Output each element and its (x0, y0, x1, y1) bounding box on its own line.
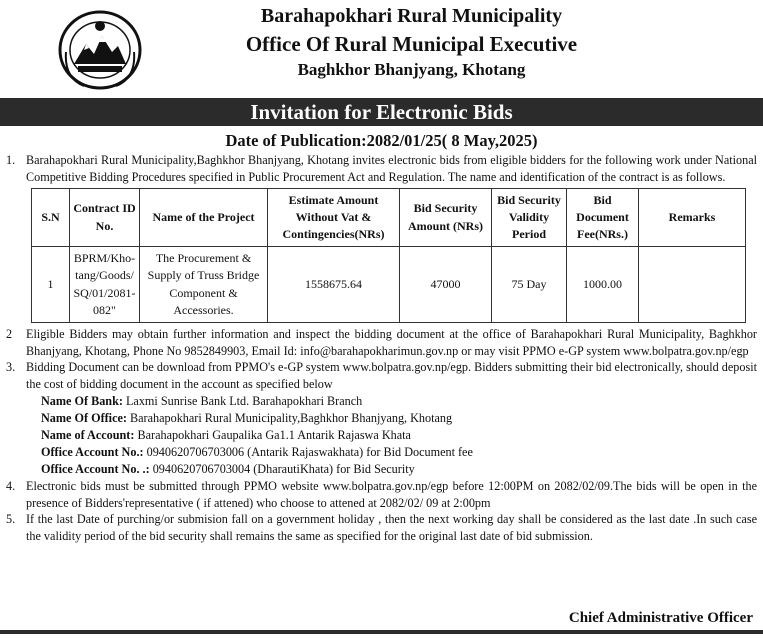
table-header-row (32, 189, 746, 247)
account-number-line-2 (41, 461, 757, 478)
col-header: Contract ID No. (70, 189, 140, 247)
table-cell: 1558675.64 (268, 247, 400, 323)
account-number-label: Office Account No.: (41, 444, 144, 459)
col-header: S.N (32, 189, 70, 247)
col-header: Name of the Project (140, 189, 268, 247)
table-cell (639, 247, 746, 323)
municipality-name: Barahapokhari Rural Municipality (260, 5, 563, 27)
point-number: 1. (6, 153, 16, 167)
table-cell: 47000 (400, 247, 492, 323)
bank-name-line (41, 393, 757, 410)
table-cell: The Procurement & Supply of Truss Bridge Component & Accessories. (140, 247, 268, 323)
col-header: Bid Security Amount (NRs) (400, 189, 492, 247)
point-number: 2 (6, 327, 13, 342)
col-header: Bid Document Fee(NRs.) (567, 189, 639, 247)
point-4 (6, 478, 757, 511)
account-name-line (41, 427, 757, 444)
header-titles (150, 2, 673, 82)
account-number-value: 0940620706703006 (Antarik Rajaswakhata) for Bid Document fee (143, 444, 473, 459)
account-number-value: 0940620706703004 (DharautiKhata) for Bid Security (149, 461, 415, 476)
point-3 (6, 359, 757, 392)
point-number: 4. (6, 478, 16, 493)
col-header: Bid Security Validity Period (492, 189, 567, 247)
bottom-rule (0, 630, 763, 634)
office-name: Office Of Rural Municipal Executive (245, 32, 578, 56)
account-number-line-1 (41, 444, 757, 461)
signatory-title: Chief Administrative Officer (568, 609, 753, 626)
office-name-value: Barahapokhari Rural Municipality,Baghkhor Bhanjyang, Khotang (126, 410, 453, 425)
bank-name-value: Laxmi Sunrise Bank Ltd. Barahapokhari Branch (122, 393, 363, 408)
account-name-label: Name of Account: (41, 427, 135, 442)
col-header: Remarks (639, 189, 746, 247)
municipality-emblem-logo (56, 8, 144, 92)
bank-details (41, 393, 757, 478)
table-row (32, 247, 746, 323)
point-text: Eligible Bidders may obtain further information and inspect the bidding document at the office of Barahapokhari Rural Municipality, Baghkhor Bhanjyang, Khotang, Phone No 9852849903, Email Id: info@barahapokharimun.gov.np or may visit PPMO e-GP system www.bolpatra.gov.np/egp (26, 327, 757, 358)
notice-body (6, 152, 757, 544)
office-name-label: Name Of Office: (41, 410, 127, 425)
contract-table (31, 188, 746, 323)
account-number-label: Office Account No. .: (41, 461, 150, 476)
table-cell: BPRM/Kho-tang/Goods/ SQ/01/2081-082" (70, 247, 140, 323)
point-number: 5. (6, 512, 16, 527)
point-5 (6, 511, 757, 544)
point-1 (6, 152, 757, 185)
point-text: Bidding Document can be download from PPMO's e-GP system www.bolpatra.gov.np/egp. Bidders submitting their bid electronically, should deposit the cost of bidding document in the account as specified below (26, 360, 757, 391)
point-text: Barahapokhari Rural Municipality,Baghkhor Bhanjyang, Khotang invites electronic bids from eligible bidders for the following work under National Competitive Bidding Procedures specified in Public Procurement Act and Regulation. The name and identification of the contract is as follows. (26, 153, 757, 184)
header (0, 0, 763, 92)
bank-name-label: Name Of Bank: (41, 393, 123, 408)
office-address: Baghkhor Bhanjyang, Khotang (297, 60, 526, 79)
point-text: If the last Date of purching/or submision fall on a government holiday , then the next working day shall be considered as the last date .In such case the validity period of the bid security shall remains the same as specified for the original last date of bid submission. (26, 512, 757, 543)
point-text: Electronic bids must be submitted through PPMO website www.bolpatra.gov.np/egp before 12:00PM on 2082/02/09.The bids will be open in the presence of Bidders'representative ( if attened) who choose to attened at 2082/02/ 09 at 2:00pm (26, 478, 757, 510)
publication-date: Date of Publication:2082/01/25( 8 May,2025) (225, 131, 538, 150)
notice-title-banner: Invitation for Electronic Bids (0, 98, 763, 126)
col-header: Estimate Amount Without Vat & Contingencies(NRs) (268, 189, 400, 247)
table-cell: 1000.00 (567, 247, 639, 323)
office-name-line (41, 410, 757, 427)
account-name-value: Barahapokhari Gaupalika Ga1.1 Antarik Rajaswa Khata (134, 427, 411, 442)
table-cell: 75 Day (492, 247, 567, 323)
table-cell: 1 (32, 247, 70, 323)
point-number: 3. (6, 360, 16, 375)
point-2 (6, 326, 757, 359)
